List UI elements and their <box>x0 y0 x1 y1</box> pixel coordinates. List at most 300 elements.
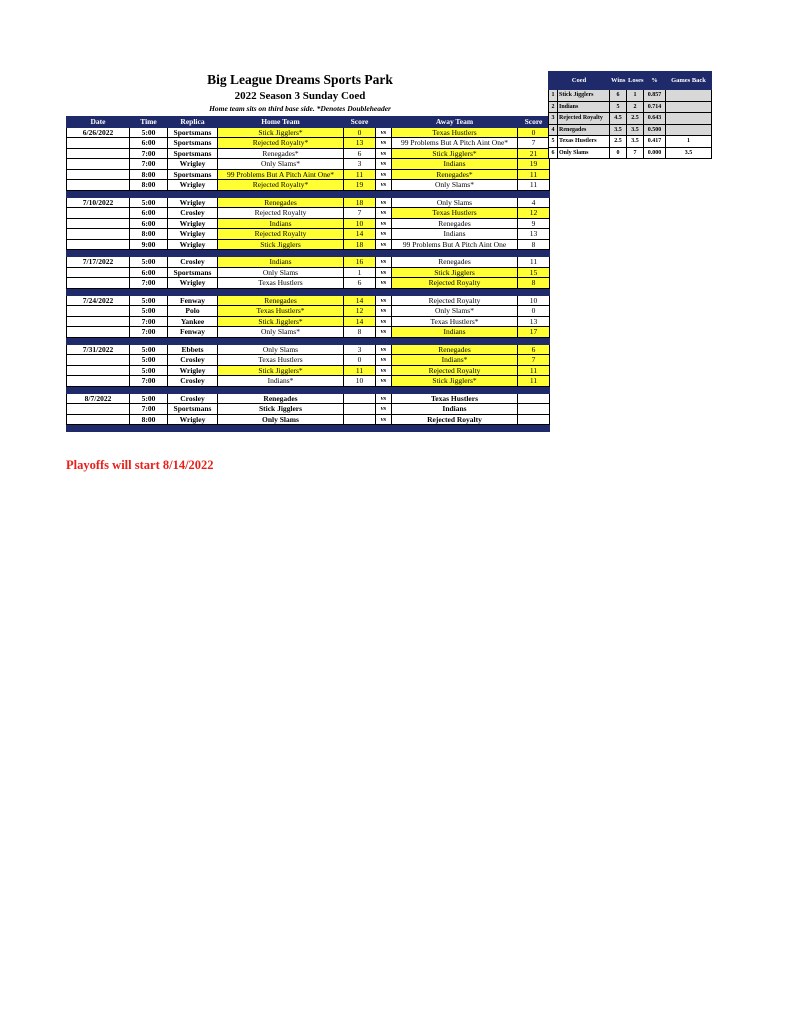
away-team: Only Slams* <box>392 180 518 191</box>
away-team: 99 Problems But A Pitch Aint One <box>392 239 518 250</box>
table-row <box>67 229 550 240</box>
away-team: Texas Hustlers <box>392 127 518 138</box>
game-date <box>67 169 130 180</box>
away-score: 10 <box>518 295 550 306</box>
standings-wins: 5 <box>610 101 627 113</box>
home-score: 18 <box>344 197 376 208</box>
vs-label: vs <box>376 267 392 278</box>
game-time: 8:00 <box>130 414 168 425</box>
game-time: 5:00 <box>130 393 168 404</box>
vs-label: vs <box>376 344 392 355</box>
away-score: 7 <box>518 138 550 149</box>
away-score: 11 <box>518 376 550 387</box>
standings-games-back <box>666 90 712 102</box>
away-team: Indians* <box>392 355 518 366</box>
game-date: 7/24/2022 <box>67 295 130 306</box>
table-row <box>67 159 550 170</box>
week-separator-cell <box>67 190 550 197</box>
game-date <box>67 218 130 229</box>
away-score: 8 <box>518 239 550 250</box>
game-replica: Wrigley <box>168 239 218 250</box>
column-header-time: Time <box>130 117 168 128</box>
week-separator-cell <box>67 386 550 393</box>
game-replica: Sportsmans <box>168 267 218 278</box>
vs-label: vs <box>376 218 392 229</box>
standings-team: Stick Jigglers <box>558 90 610 102</box>
away-score: 19 <box>518 159 550 170</box>
standings-pct: 0.857 <box>644 90 666 102</box>
game-time: 7:00 <box>130 327 168 338</box>
week-separator-cell <box>67 288 550 295</box>
away-score: 11 <box>518 180 550 191</box>
away-team: Texas Hustlers* <box>392 316 518 327</box>
table-row <box>67 239 550 250</box>
vs-label: vs <box>376 229 392 240</box>
game-date <box>67 239 130 250</box>
game-time: 7:00 <box>130 404 168 415</box>
table-row <box>67 148 550 159</box>
game-replica: Wrigley <box>168 159 218 170</box>
standings-games-back: 3.5 <box>666 147 712 159</box>
standings-pct: 0.714 <box>644 101 666 113</box>
away-team: Rejected Royalty <box>392 365 518 376</box>
column-header-replica: Replica <box>168 117 218 128</box>
away-team: Texas Hustlers <box>392 208 518 219</box>
away-team: Rejected Royalty <box>392 295 518 306</box>
away-score: 8 <box>518 278 550 289</box>
game-time: 5:00 <box>130 197 168 208</box>
standings-rank: 3 <box>549 113 558 125</box>
away-score: 7 <box>518 355 550 366</box>
game-replica: Wrigley <box>168 218 218 229</box>
game-time: 8:00 <box>130 169 168 180</box>
table-row <box>67 197 550 208</box>
page-subtitle: 2022 Season 3 Sunday Coed <box>234 90 366 102</box>
game-replica: Fenway <box>168 295 218 306</box>
home-score: 3 <box>344 159 376 170</box>
game-time: 6:00 <box>130 218 168 229</box>
standings-loses: 3.5 <box>627 136 644 148</box>
vs-label: vs <box>376 148 392 159</box>
standings-body <box>549 90 712 159</box>
column-header-home-team: Home Team <box>218 117 344 128</box>
game-time: 5:00 <box>130 295 168 306</box>
game-date: 7/31/2022 <box>67 344 130 355</box>
game-date <box>67 267 130 278</box>
column-header-home-score: Score <box>344 117 376 128</box>
table-row <box>67 267 550 278</box>
vs-label: vs <box>376 127 392 138</box>
table-row <box>67 295 550 306</box>
game-date: 7/10/2022 <box>67 197 130 208</box>
away-team: Only Slams* <box>392 306 518 317</box>
game-time: 8:00 <box>130 229 168 240</box>
away-team: Texas Hustlers <box>392 393 518 404</box>
away-team: Stick Jigglers <box>392 267 518 278</box>
table-row <box>67 306 550 317</box>
game-replica: Crosley <box>168 355 218 366</box>
column-header-date: Date <box>67 117 130 128</box>
game-replica: Crosley <box>168 376 218 387</box>
standings-loses: 7 <box>627 147 644 159</box>
home-team: Renegades <box>218 197 344 208</box>
game-time: 5:00 <box>130 344 168 355</box>
table-row <box>67 327 550 338</box>
game-date: 8/7/2022 <box>67 393 130 404</box>
vs-label: vs <box>376 393 392 404</box>
home-score: 6 <box>344 278 376 289</box>
home-team: Only Slams <box>218 344 344 355</box>
game-time: 9:00 <box>130 239 168 250</box>
vs-label: vs <box>376 257 392 268</box>
page-title: Big League Dreams Sports Park <box>207 72 393 87</box>
away-team: Only Slams <box>392 197 518 208</box>
standings-loses: 2.5 <box>627 113 644 125</box>
standings-row <box>549 124 712 136</box>
home-team: Only Slams <box>218 414 344 425</box>
table-row <box>67 414 550 425</box>
away-team: Renegades* <box>392 169 518 180</box>
standings-row <box>549 90 712 102</box>
home-team: Rejected Royalty* <box>218 138 344 149</box>
game-replica: Crosley <box>168 257 218 268</box>
standings-rank: 5 <box>549 136 558 148</box>
game-replica: Sportsmans <box>168 169 218 180</box>
standings-row <box>549 136 712 148</box>
standings-header-coed: Coed <box>549 72 610 90</box>
home-score: 11 <box>344 365 376 376</box>
standings-pct: 0.000 <box>644 147 666 159</box>
game-date <box>67 148 130 159</box>
game-time: 5:00 <box>130 355 168 366</box>
week-separator <box>67 250 550 257</box>
away-team: Rejected Royalty <box>392 414 518 425</box>
vs-label: vs <box>376 414 392 425</box>
standings-rank: 2 <box>549 101 558 113</box>
table-row <box>67 278 550 289</box>
standings-header-wins: Wins <box>610 72 627 90</box>
game-replica: Polo <box>168 306 218 317</box>
standings-pct: 0.643 <box>644 113 666 125</box>
table-row <box>67 169 550 180</box>
game-replica: Crosley <box>168 393 218 404</box>
vs-label: vs <box>376 138 392 149</box>
home-score: 19 <box>344 180 376 191</box>
game-time: 7:00 <box>130 278 168 289</box>
game-date <box>67 229 130 240</box>
game-date <box>67 180 130 191</box>
vs-label: vs <box>376 306 392 317</box>
game-replica: Sportsmans <box>168 138 218 149</box>
home-score: 7 <box>344 208 376 219</box>
vs-label: vs <box>376 180 392 191</box>
home-score: 13 <box>344 138 376 149</box>
away-team: Renegades <box>392 344 518 355</box>
away-score <box>518 414 550 425</box>
game-date <box>67 159 130 170</box>
home-score: 10 <box>344 218 376 229</box>
column-header-away-score: Score <box>518 117 550 128</box>
home-score: 12 <box>344 306 376 317</box>
home-team: Stick Jigglers* <box>218 316 344 327</box>
vs-label: vs <box>376 208 392 219</box>
home-team: Stick Jigglers <box>218 239 344 250</box>
home-team: Only Slams* <box>218 159 344 170</box>
game-replica: Wrigley <box>168 197 218 208</box>
game-time: 7:00 <box>130 148 168 159</box>
home-team: Rejected Royalty <box>218 229 344 240</box>
home-team: Only Slams <box>218 267 344 278</box>
home-team: Stick Jigglers* <box>218 365 344 376</box>
table-row <box>67 218 550 229</box>
game-time: 6:00 <box>130 208 168 219</box>
away-score: 13 <box>518 316 550 327</box>
game-time: 5:00 <box>130 365 168 376</box>
standings-header-pct: % <box>644 72 666 90</box>
schedule-table <box>66 116 550 432</box>
game-date <box>67 316 130 327</box>
week-separator <box>67 386 550 393</box>
week-separator-cell <box>67 425 550 432</box>
away-team: Stick Jigglers* <box>392 148 518 159</box>
away-score: 6 <box>518 344 550 355</box>
header-note: Home team sits on third base side. *Denotes Doubleheader <box>209 104 391 113</box>
week-separator <box>67 190 550 197</box>
home-team: Texas Hustlers <box>218 355 344 366</box>
standings-row <box>549 147 712 159</box>
game-time: 6:00 <box>130 267 168 278</box>
vs-label: vs <box>376 327 392 338</box>
game-date: 6/26/2022 <box>67 127 130 138</box>
table-row <box>67 393 550 404</box>
vs-label: vs <box>376 295 392 306</box>
game-date: 7/17/2022 <box>67 257 130 268</box>
away-team: Rejected Royalty <box>392 278 518 289</box>
vs-label: vs <box>376 197 392 208</box>
standings-games-back <box>666 124 712 136</box>
game-replica: Sportsmans <box>168 404 218 415</box>
standings-header-row <box>549 72 712 90</box>
column-header-vs <box>376 117 392 128</box>
home-score: 8 <box>344 327 376 338</box>
home-team: Rejected Royalty <box>218 208 344 219</box>
column-header-away-team: Away Team <box>392 117 518 128</box>
table-row <box>67 138 550 149</box>
home-score: 1 <box>344 267 376 278</box>
away-score: 15 <box>518 267 550 278</box>
away-team: Indians <box>392 229 518 240</box>
away-score: 11 <box>518 365 550 376</box>
home-score <box>344 393 376 404</box>
vs-label: vs <box>376 365 392 376</box>
standings-wins: 3.5 <box>610 124 627 136</box>
game-date <box>67 306 130 317</box>
home-team: Renegades* <box>218 148 344 159</box>
away-team: Stick Jigglers* <box>392 376 518 387</box>
home-team: Texas Hustlers* <box>218 306 344 317</box>
home-score: 3 <box>344 344 376 355</box>
game-time: 5:00 <box>130 306 168 317</box>
vs-label: vs <box>376 376 392 387</box>
game-time: 5:00 <box>130 257 168 268</box>
away-team: 99 Problems But A Pitch Aint One* <box>392 138 518 149</box>
home-score: 14 <box>344 229 376 240</box>
game-replica: Fenway <box>168 327 218 338</box>
table-row <box>67 180 550 191</box>
standings-table <box>548 71 712 159</box>
standings-loses: 3.5 <box>627 124 644 136</box>
vs-label: vs <box>376 169 392 180</box>
standings-pct: 0.500 <box>644 124 666 136</box>
standings-team: Rejected Royalty <box>558 113 610 125</box>
game-replica: Yankee <box>168 316 218 327</box>
game-date <box>67 278 130 289</box>
table-row <box>67 127 550 138</box>
home-team: Texas Hustlers <box>218 278 344 289</box>
standings-wins: 6 <box>610 90 627 102</box>
game-date <box>67 376 130 387</box>
vs-label: vs <box>376 316 392 327</box>
standings-header-loses: Loses <box>627 72 644 90</box>
table-row <box>67 355 550 366</box>
away-score: 11 <box>518 169 550 180</box>
vs-label: vs <box>376 355 392 366</box>
table-row <box>67 208 550 219</box>
game-date <box>67 327 130 338</box>
away-score: 13 <box>518 229 550 240</box>
standings-team: Indians <box>558 101 610 113</box>
home-team: Indians <box>218 257 344 268</box>
schedule-header-row <box>67 117 550 128</box>
standings-row <box>549 113 712 125</box>
standings-rank: 6 <box>549 147 558 159</box>
home-score: 14 <box>344 316 376 327</box>
game-time: 5:00 <box>130 127 168 138</box>
home-score <box>344 414 376 425</box>
standings-rank: 1 <box>549 90 558 102</box>
table-row <box>67 376 550 387</box>
game-date <box>67 138 130 149</box>
standings-team: Texas Hustlers <box>558 136 610 148</box>
game-time: 8:00 <box>130 180 168 191</box>
week-separator <box>67 288 550 295</box>
away-score: 12 <box>518 208 550 219</box>
away-score <box>518 404 550 415</box>
game-time: 7:00 <box>130 376 168 387</box>
game-replica: Ebbets <box>168 344 218 355</box>
away-score: 9 <box>518 218 550 229</box>
vs-label: vs <box>376 404 392 415</box>
standings-wins: 4.5 <box>610 113 627 125</box>
table-row <box>67 404 550 415</box>
game-date <box>67 404 130 415</box>
standings-pct: 0.417 <box>644 136 666 148</box>
home-score: 10 <box>344 376 376 387</box>
home-team: Stick Jigglers* <box>218 127 344 138</box>
home-score: 16 <box>344 257 376 268</box>
away-score: 4 <box>518 197 550 208</box>
standings-team: Renegades <box>558 124 610 136</box>
home-team: Indians* <box>218 376 344 387</box>
week-separator-cell <box>67 250 550 257</box>
vs-label: vs <box>376 159 392 170</box>
playoffs-note: Playoffs will start 8/14/2022 <box>66 458 214 472</box>
away-team: Indians <box>392 327 518 338</box>
game-replica: Wrigley <box>168 229 218 240</box>
game-date <box>67 355 130 366</box>
home-score: 6 <box>344 148 376 159</box>
game-replica: Sportsmans <box>168 127 218 138</box>
vs-label: vs <box>376 239 392 250</box>
standings-team: Only Slams <box>558 147 610 159</box>
home-score: 11 <box>344 169 376 180</box>
table-row <box>67 257 550 268</box>
home-team: Indians <box>218 218 344 229</box>
away-score: 21 <box>518 148 550 159</box>
game-replica: Crosley <box>168 208 218 219</box>
home-team: Stick Jigglers <box>218 404 344 415</box>
game-date <box>67 365 130 376</box>
week-separator <box>67 425 550 432</box>
away-score: 0 <box>518 306 550 317</box>
week-separator-cell <box>67 337 550 344</box>
table-row <box>67 316 550 327</box>
home-team: Rejected Royalty* <box>218 180 344 191</box>
home-team: Only Slams* <box>218 327 344 338</box>
away-team: Renegades <box>392 218 518 229</box>
standings-wins: 2.5 <box>610 136 627 148</box>
home-team: Renegades <box>218 295 344 306</box>
game-time: 7:00 <box>130 159 168 170</box>
game-date <box>67 208 130 219</box>
home-score: 14 <box>344 295 376 306</box>
game-replica: Wrigley <box>168 278 218 289</box>
away-score: 17 <box>518 327 550 338</box>
standings-loses: 1 <box>627 90 644 102</box>
home-team: 99 Problems But A Pitch Aint One* <box>218 169 344 180</box>
standings-rank: 4 <box>549 124 558 136</box>
game-date <box>67 414 130 425</box>
game-replica: Wrigley <box>168 414 218 425</box>
away-score <box>518 393 550 404</box>
away-team: Indians <box>392 404 518 415</box>
standings-loses: 2 <box>627 101 644 113</box>
home-score <box>344 404 376 415</box>
away-score: 0 <box>518 127 550 138</box>
away-team: Renegades <box>392 257 518 268</box>
standings-wins: 0 <box>610 147 627 159</box>
game-time: 6:00 <box>130 138 168 149</box>
table-row <box>67 344 550 355</box>
game-replica: Wrigley <box>168 180 218 191</box>
table-row <box>67 365 550 376</box>
standings-games-back <box>666 113 712 125</box>
standings-row <box>549 101 712 113</box>
week-separator <box>67 337 550 344</box>
home-score: 18 <box>344 239 376 250</box>
schedule-body <box>67 127 550 432</box>
standings-header-games-back: Games Back <box>666 72 712 90</box>
game-time: 7:00 <box>130 316 168 327</box>
standings-games-back: 1 <box>666 136 712 148</box>
away-team: Indians <box>392 159 518 170</box>
game-replica: Wrigley <box>168 365 218 376</box>
standings-games-back <box>666 101 712 113</box>
home-score: 0 <box>344 355 376 366</box>
vs-label: vs <box>376 278 392 289</box>
home-score: 0 <box>344 127 376 138</box>
home-team: Renegades <box>218 393 344 404</box>
